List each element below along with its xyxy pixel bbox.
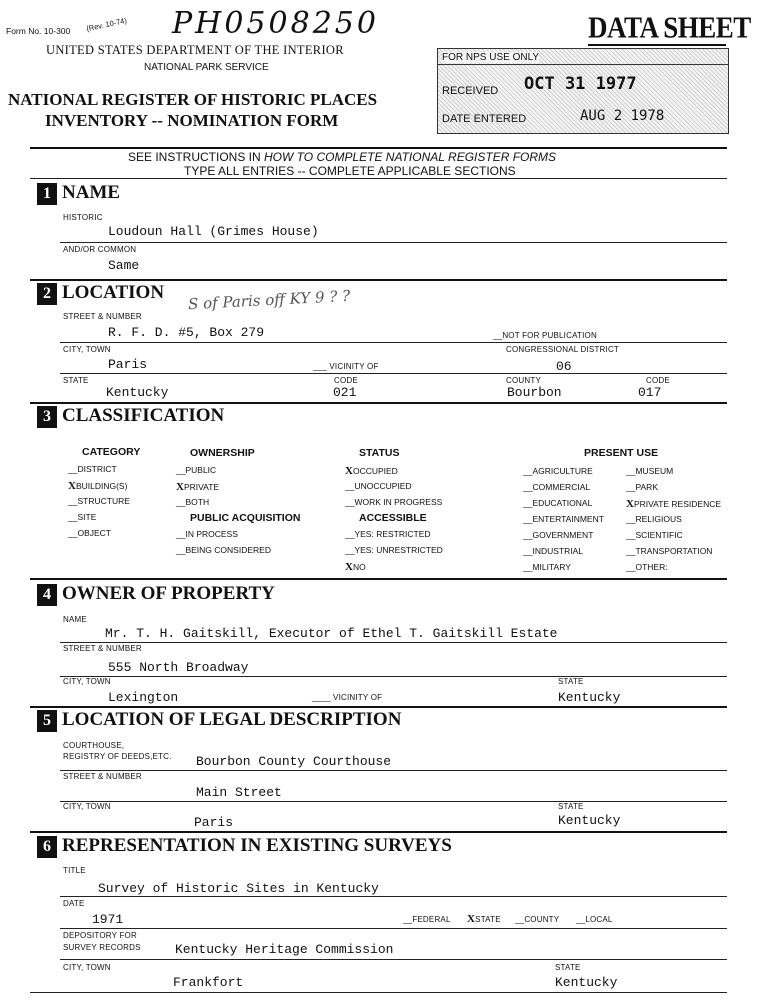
received-label: RECEIVED xyxy=(442,85,499,97)
present-use-heading: PRESENT USE xyxy=(584,447,659,459)
ownership-both: __BOTH xyxy=(176,497,210,507)
use-park: __PARK xyxy=(626,482,658,492)
survey-date-label: DATE xyxy=(63,899,85,908)
instructions-line1 xyxy=(128,150,556,164)
legal-city: Paris xyxy=(194,815,234,830)
instructions-rule xyxy=(30,178,727,179)
use-transportation: __TRANSPORTATION xyxy=(626,546,713,556)
form-revision: (Rev. 10-74) xyxy=(85,15,128,34)
status-unoccupied: __UNOCCUPIED xyxy=(345,481,412,491)
historic-label: HISTORIC xyxy=(63,213,103,222)
code-label: CODE xyxy=(334,376,358,385)
use-scientific: __SCIENTIFIC xyxy=(626,530,683,540)
instructions-italic: HOW TO COMPLETE NATIONAL REGISTER FORMS xyxy=(264,150,557,164)
acquisition-in-process: __IN PROCESS xyxy=(176,529,238,539)
date-entered-value: AUG 2 1978 xyxy=(580,108,665,124)
survey-county: __COUNTY xyxy=(515,915,560,924)
section-6-title: REPRESENTATION IN EXISTING SURVEYS xyxy=(62,835,452,856)
category-heading: CATEGORY xyxy=(82,446,141,458)
section-6-rule xyxy=(30,992,727,993)
owner-state-label: STATE xyxy=(558,677,584,686)
service: NATIONAL PARK SERVICE xyxy=(144,62,269,73)
owner-city-label: CITY, TOWN xyxy=(63,677,111,686)
accessible-restricted: __YES: RESTRICTED xyxy=(345,529,431,539)
data-sheet-underline xyxy=(588,44,726,46)
county-value: Bourbon xyxy=(507,385,562,400)
not-for-publication-label: NOT FOR PUBLICATION xyxy=(502,331,597,340)
survey-state: XSTATE xyxy=(467,913,501,925)
ownership-private: XPRIVATE xyxy=(176,481,220,493)
survey-title: Survey of Historic Sites in Kentucky xyxy=(98,881,379,896)
courthouse-label-line1: COURTHOUSE, xyxy=(63,741,125,750)
street-value: R. F. D. #5, Box 279 xyxy=(108,325,265,340)
survey-city-label: CITY, TOWN xyxy=(63,963,111,972)
state-label: STATE xyxy=(63,376,89,385)
status-heading: STATUS xyxy=(359,447,400,459)
section-2-title: LOCATION xyxy=(62,282,165,303)
state-value: Kentucky xyxy=(106,385,169,400)
category-district: __DISTRICT xyxy=(68,464,117,474)
nps-box-divider xyxy=(437,64,729,65)
accessible-no: XNO xyxy=(345,561,366,573)
use-museum: __MUSEUM xyxy=(626,466,674,476)
data-sheet-stamp: DATA SHEET xyxy=(588,9,751,45)
owner-state: Kentucky xyxy=(558,690,621,705)
handwritten-id: PH0508250 xyxy=(172,6,379,41)
survey-date: 1971 xyxy=(92,912,124,927)
street-line xyxy=(60,342,727,343)
nps-use-label: FOR NPS USE ONLY xyxy=(442,52,540,63)
courthouse-line xyxy=(60,770,727,771)
owner-city: Lexington xyxy=(108,690,179,705)
survey-city: Frankfort xyxy=(173,975,244,990)
status-work-in-progress: __WORK IN PROGRESS xyxy=(345,497,443,507)
legal-street: Main Street xyxy=(196,785,282,800)
city-value: Paris xyxy=(108,357,148,372)
category-site: __SITE xyxy=(68,512,97,522)
acquisition-being-considered: __BEING CONSIDERED xyxy=(176,545,271,555)
section-2-number: 2 xyxy=(37,283,57,305)
legal-state: Kentucky xyxy=(558,813,621,828)
department: UNITED STATES DEPARTMENT OF THE INTERIOR xyxy=(46,43,344,57)
owner-street-label: STREET & NUMBER xyxy=(63,644,142,653)
section-3-rule xyxy=(30,578,727,580)
county-code-label: CODE xyxy=(646,376,670,385)
form-title-line2: INVENTORY -- NOMINATION FORM xyxy=(45,111,339,130)
owner-vicinity: ____ VICINITY OF xyxy=(312,693,383,702)
date-entered-label: DATE ENTERED xyxy=(442,113,527,125)
section-1-title: NAME xyxy=(62,182,121,203)
use-educational: __EDUCATIONAL xyxy=(523,498,593,508)
county-code-value: 017 xyxy=(638,385,662,400)
category-structure: __STRUCTURE xyxy=(68,496,130,506)
accessible-heading: ACCESSIBLE xyxy=(359,512,427,524)
accessible-unrestricted: __YES: UNRESTRICTED xyxy=(345,545,443,555)
received-date: OCT 31 1977 xyxy=(524,74,637,94)
street-label: STREET & NUMBER xyxy=(63,312,142,321)
courthouse-value: Bourbon County Courthouse xyxy=(196,754,392,769)
section-5-rule xyxy=(30,831,727,833)
survey-title-line xyxy=(60,896,727,897)
ownership-public: __PUBLIC xyxy=(176,465,217,475)
section-6-number: 6 xyxy=(37,836,57,858)
code-value: 021 xyxy=(333,385,357,400)
section-3-title: CLASSIFICATION xyxy=(62,405,225,426)
depository-label-line1: DEPOSITORY FOR xyxy=(63,931,137,940)
use-entertainment: __ENTERTAINMENT xyxy=(523,514,604,524)
owner-name-line xyxy=(60,642,727,643)
use-religious: __RELIGIOUS xyxy=(626,514,682,524)
owner-street-line xyxy=(60,676,727,677)
depository-line xyxy=(60,959,727,960)
use-agriculture: __AGRICULTURE xyxy=(523,466,593,476)
vicinity-of: ___ VICINITY OF xyxy=(313,362,379,371)
section-1-number: 1 xyxy=(37,183,57,205)
district-value: 06 xyxy=(556,359,572,374)
owner-street: 555 North Broadway xyxy=(108,660,249,675)
status-occupied: XOCCUPIED xyxy=(345,465,398,477)
legal-city-label: CITY, TOWN xyxy=(63,802,111,811)
section-5-number: 5 xyxy=(37,710,57,732)
survey-local: __LOCAL xyxy=(576,915,613,924)
legal-state-label: STATE xyxy=(558,802,584,811)
historic-name: Loudoun Hall (Grimes House) xyxy=(108,224,319,239)
owner-name-label: NAME xyxy=(63,615,87,624)
section-4-number: 4 xyxy=(37,584,57,606)
acquisition-heading: PUBLIC ACQUISITION xyxy=(190,512,301,524)
city-line xyxy=(60,373,727,374)
survey-date-line xyxy=(60,928,727,929)
district-label: CONGRESSIONAL DISTRICT xyxy=(506,345,620,354)
use-government: __GOVERNMENT xyxy=(523,530,594,540)
depository-value: Kentucky Heritage Commission xyxy=(175,942,394,957)
header-rule xyxy=(30,147,727,149)
section-4-title: OWNER OF PROPERTY xyxy=(62,583,275,604)
not-for-publication: __NOT FOR PUBLICATION xyxy=(493,331,597,340)
location-handnote: S of Paris off KY 9 ? ? xyxy=(187,286,351,314)
category-buildings: XBUILDING(S) xyxy=(68,480,128,492)
section-3-number: 3 xyxy=(37,406,57,428)
section-2-rule xyxy=(30,402,727,404)
survey-title-label: TITLE xyxy=(63,866,86,875)
category-object: __OBJECT xyxy=(68,528,111,538)
survey-state-label: STATE xyxy=(555,963,581,972)
use-commercial: __COMMERCIAL xyxy=(523,482,591,492)
ownership-heading: OWNERSHIP xyxy=(190,447,255,459)
common-label: AND/OR COMMON xyxy=(63,245,137,254)
instructions-line2: TYPE ALL ENTRIES -- COMPLETE APPLICABLE SECTIONS xyxy=(184,164,516,178)
survey-federal: __FEDERAL xyxy=(403,915,451,924)
county-label: COUNTY xyxy=(506,376,541,385)
use-military: __MILITARY xyxy=(523,562,571,572)
city-label: CITY, TOWN xyxy=(63,345,111,354)
historic-line xyxy=(60,242,727,243)
depository-label-line2: SURVEY RECORDS xyxy=(63,943,141,952)
survey-state-value: Kentucky xyxy=(555,975,618,990)
common-name: Same xyxy=(108,258,140,273)
use-industrial: __INDUSTRIAL xyxy=(523,546,584,556)
use-other: __OTHER: xyxy=(626,562,668,572)
section-1-rule xyxy=(30,279,727,281)
use-private-residence: XPRIVATE RESIDENCE xyxy=(626,498,722,510)
legal-street-label: STREET & NUMBER xyxy=(63,772,142,781)
section-4-rule xyxy=(30,706,727,708)
form-title-line1: NATIONAL REGISTER OF HISTORIC PLACES xyxy=(8,90,378,109)
courthouse-label-line2: REGISTRY OF DEEDS,ETC. xyxy=(63,752,172,761)
form-number: Form No. 10-300 xyxy=(6,26,71,36)
instructions-prefix: SEE INSTRUCTIONS IN xyxy=(128,150,265,164)
vicinity-of-label: VICINITY OF xyxy=(329,362,379,371)
owner-name: Mr. T. H. Gaitskill, Executor of Ethel T. Gaitskill Estate xyxy=(105,626,558,641)
section-5-title: LOCATION OF LEGAL DESCRIPTION xyxy=(62,709,402,730)
legal-street-line xyxy=(60,801,727,802)
